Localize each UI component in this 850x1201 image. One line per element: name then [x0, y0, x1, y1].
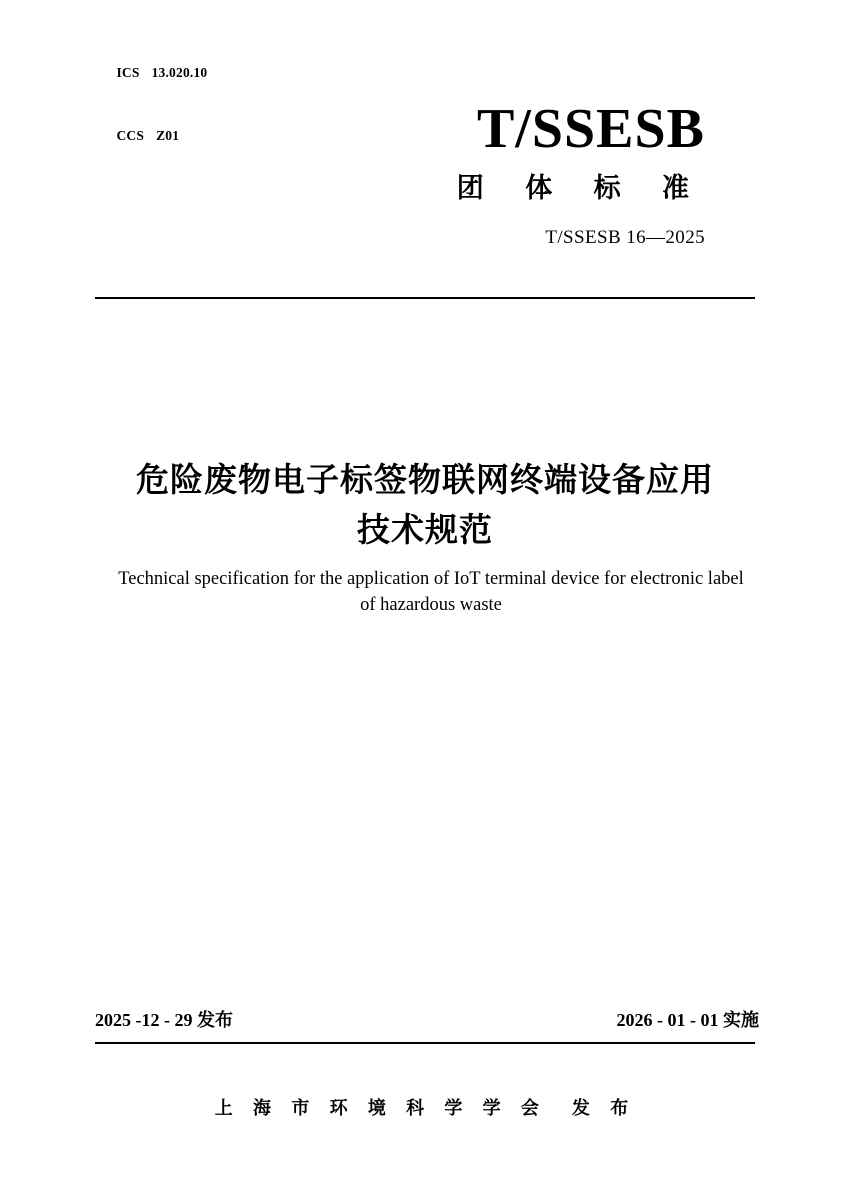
issuer-line	[0, 1094, 850, 1120]
standard-mark-main: T/SSESB	[476, 98, 705, 160]
page-title-chinese-line1: 危险废物电子标签物联网终端设备应用	[136, 460, 714, 499]
standard-number: T/SSESB 16—2025	[545, 227, 705, 249]
standard-mark-chinese: 团 体 标 准	[456, 172, 705, 204]
page-title-chinese	[95, 455, 755, 554]
implement-date: 2026 - 01 - 01 实施	[616, 1010, 759, 1030]
ccs-value: Z01	[156, 127, 180, 143]
issuer-name: 上 海 市 环 境 科 学 学 会	[214, 1098, 546, 1119]
issuer-action: 发 布	[571, 1098, 636, 1119]
divider-top	[95, 297, 755, 299]
publish-date: 2025 -12 - 29 发布	[95, 1010, 233, 1030]
ics-value: 13.020.10	[151, 64, 208, 80]
standard-mark	[0, 100, 800, 249]
page-title-chinese-line2: 技术规范	[357, 509, 493, 549]
page-title-english	[95, 566, 767, 619]
ics-line	[95, 42, 207, 105]
ccs-label: CCS	[116, 127, 145, 143]
ics-label: ICS	[116, 64, 140, 80]
page-title-english-line1: Technical specification for the application of IoT terminal device for electronic label	[118, 569, 744, 589]
page-title-english-line2: of hazardous waste	[360, 595, 502, 616]
divider-bottom	[95, 1042, 755, 1044]
dates-row	[95, 1006, 759, 1032]
